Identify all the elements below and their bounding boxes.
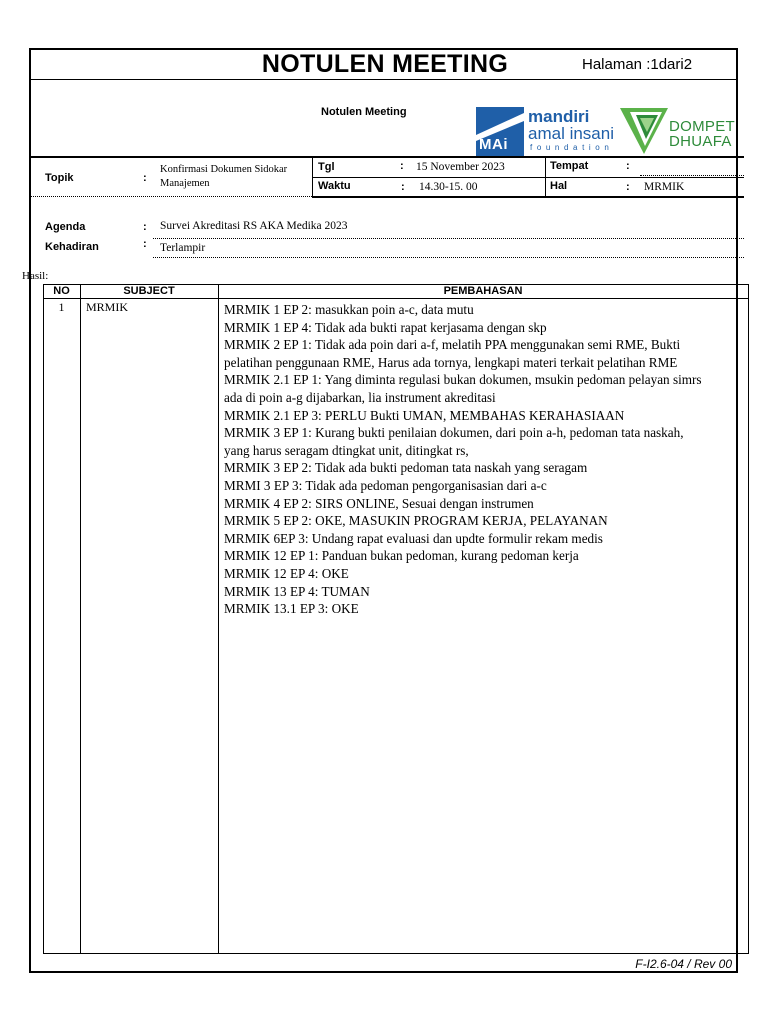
tempat-colon: : [626,160,630,172]
kehadiran-dotted-line [153,257,744,258]
discussion-line: MRMIK 1 EP 2: masukkan poin a-c, data mutu [224,302,474,317]
waktu-colon: : [401,181,405,193]
dompet-dhuafa-logo [618,104,738,156]
waktu-value: 14.30-15. 00 [419,181,478,193]
table-bottom-rule [43,953,748,954]
table-right-border [748,284,749,954]
topik-value-line1: Konfirmasi Dokumen Sidokar [160,164,288,175]
mai-mark-text: MAi [479,136,508,153]
mai-name-2: amal insani [528,124,614,143]
hal-colon: : [626,181,630,193]
dompet-dhuafa-mark-icon [618,106,670,156]
tempat-dotted-line [640,175,744,176]
results-label: Hasil: [22,270,49,282]
dd-name-2: DHUAFA [669,133,732,150]
discussion-line: MRMIK 2.1 EP 3: PERLU Bukti UMAN, MEMBAHAS KERAHASIAAN [224,407,625,423]
discussion-line: MRMIK 1 EP 4: Tidak ada bukti rapat kerjasama dengan skp [224,319,547,335]
topik-colon: : [143,172,147,184]
topik-label: Topik [45,172,74,184]
page-title: NOTULEN MEETING [261,50,509,78]
discussion-line: MRMIK 2.1 EP 1: Yang diminta regulasi bukan dokumen, msukin pedoman pelayan simrs [224,372,702,388]
table-col-divider-2 [218,284,219,954]
discussion-line: MRMIK 6EP 3: Undang rapat evaluasi dan updte formulir rekam medis [224,530,603,546]
discussion-line: MRMIK 13.1 EP 3: OKE [224,601,359,617]
tgl-colon: : [400,160,404,172]
dd-name-1: DOMPET [669,118,735,135]
table-header-rule [43,298,748,299]
kehadiran-colon: : [143,238,147,250]
meta-row-divider [312,177,744,178]
title-divider [30,79,737,80]
col-header-no: NO [53,285,70,297]
hal-value: MRMIK [644,181,685,193]
tgl-label: Tgl [318,161,335,173]
col-header-discussion: PEMBAHASAN [443,285,523,297]
subtitle: Notulen Meeting [321,106,407,118]
col-header-subject: SUBJECT [123,285,175,297]
row-subject: MRMIK [86,300,129,314]
agenda-dotted-line [153,238,744,239]
discussion-line: MRMIK 2 EP 1: Tidak ada poin dari a-f, melatih PPA menggunakan semi RME, Bukti [224,337,681,353]
discussion-line: MRMIK 3 EP 2: Tidak ada bukti pedoman tata naskah yang seragam [224,460,588,476]
waktu-label: Waktu [318,180,351,192]
topik-value-line2: Manajemen [160,178,210,189]
discussion-line: pelatihan penggunaan RME, Harus ada tornya, lengkapi materi terkait pelatihan RME [224,354,678,370]
discussion-line: MRMIK 12 EP 4: OKE [224,565,349,581]
row-no: 1 [58,300,65,314]
kehadiran-value: Terlampir [160,242,206,254]
discussion-line: yang harus seragam dtingkat unit, ditingkat rs, [224,442,469,458]
form-code: F-I2.6-04 / Rev 00 [635,957,732,971]
discussion-line: MRMI 3 EP 3: Tidak ada pedoman pengorganisasian dari a-c [224,477,547,493]
meta-divider-2 [545,157,546,197]
table-left-border [43,284,44,954]
kehadiran-label: Kehadiran [45,241,99,253]
discussion-line: ada di poin a-g dijabarkan, lia instrument akreditasi [224,389,496,405]
discussion-line: MRMIK 3 EP 1: Kurang bukti penilaian dokumen, dari poin a-h, pedoman tata naskah, [224,425,684,441]
agenda-value: Survei Akreditasi RS AKA Medika 2023 [160,220,348,232]
mai-name-1: mandiri [528,107,590,126]
meta-top-rule [30,156,744,158]
mai-name-3: foundation [530,143,614,152]
agenda-colon: : [143,221,147,233]
tempat-label: Tempat [550,160,589,172]
mandiri-amal-insani-logo [476,105,621,157]
discussion-line: MRMIK 12 EP 1: Panduan bukan pedoman, kurang pedoman kerja [224,548,579,564]
table-col-divider-1 [80,284,81,954]
discussion-text [224,301,744,618]
agenda-label: Agenda [45,221,86,233]
page-indicator: Halaman :1dari2 [582,56,693,73]
hal-label: Hal [550,180,568,192]
discussion-line: MRMIK 4 EP 2: SIRS ONLINE, Sesuai dengan instrumen [224,495,534,511]
tgl-value: 15 November 2023 [416,161,505,173]
discussion-line: MRMIK 13 EP 4: TUMAN [224,583,370,599]
meta-bottom-rule [312,196,744,198]
discussion-line: MRMIK 5 EP 2: OKE, MASUKIN PROGRAM KERJA, PELAYANAN [224,513,608,529]
